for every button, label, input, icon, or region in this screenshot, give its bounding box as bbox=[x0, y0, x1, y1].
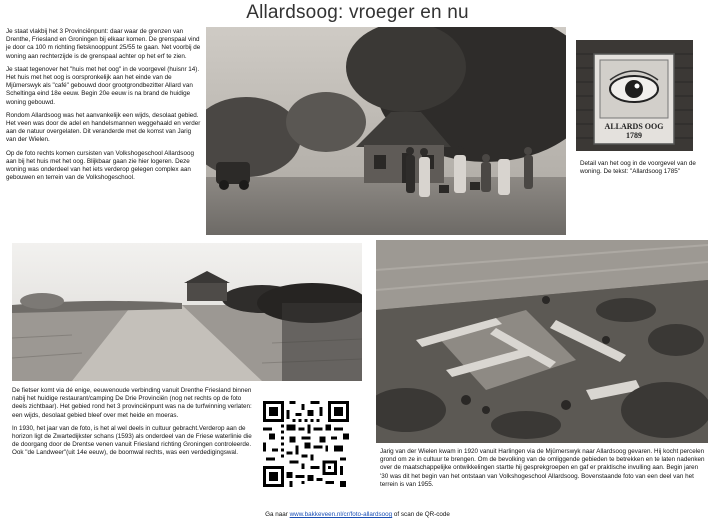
footer bbox=[0, 511, 715, 518]
footer-suffix: of scan de QR-code bbox=[392, 511, 450, 518]
aerial-photo-svg bbox=[376, 240, 708, 443]
qr-code[interactable] bbox=[263, 401, 349, 487]
intro-paragraph: Rondom Allardsoog was het aanvankelijk een wijds, desolaat gebied. Het veen was door de adel en handelsmannen weggehaald en verder aan de natuur overgelaten. Dit veranderde met de komst van Jarig van der Wielen. bbox=[6, 111, 201, 144]
eye-sign-year: 1789 bbox=[626, 131, 642, 140]
intro-paragraph: Op de foto rechts komen cursisten van Volkshogeschool Allardsoog aan bij het huis met het oog. Blijkbaar gaan zie hier logeren. Deze woning was onderdeel van het iets verderop gelegen complex aan gebouwen en terrein van de Volkshogeschool. bbox=[6, 149, 194, 182]
intro-text bbox=[6, 28, 202, 187]
road-paragraph: In 1930, het jaar van de foto, is het al wel deels in cultuur gebracht.Verderop aan de horizon ligt de Zwartedijkster schans (1593) als onderdeel van de Friese waterlinie die de doorgang door de Drentse venen vanuit Friesland richting Groningen controleerde. Ook "de Landweer"(uit 14e eeuw), de boomwal rechts, was een verdedigingswal. bbox=[12, 424, 252, 457]
road-paragraph: De fietser komt via dé enige, eeuwenoude verbinding vanuit Drenthe Friesland binnen nabij het huidige restaurant/camping De Drie Provinciën (nog net rechts op de foto deels zichtbaar). Het gebied rond het 3 provinciënpunt was na de turfwinning verlaten: een wijds, desolaat gebied bleef over met heide en moeras. bbox=[12, 387, 252, 419]
aerial-caption: Jarig van der Wielen kwam in 1920 vanuit Harlingen via de Mjûmerswyk naar Allardsoog gevaren. Hij kocht percelen grond om ze in cultuur te brengen. Om de bevolking van de omliggende gebieden te betrekken en te laten nadenken over de maatschappelijke ontwikkelingen startte hij gesprekgroepen en gaf er praktische invulling aan. Begin jaren '30 was dit het begin van het ontstaan van Volkshogeschool Allardsoog. Bovenstaande foto van een deel van het terrein is van 1955. bbox=[380, 448, 705, 488]
road-photo-svg bbox=[12, 243, 362, 381]
eye-sign-label bbox=[594, 122, 674, 140]
aerial-photo bbox=[376, 240, 708, 443]
eye-sign-text: ALLARDS OOG bbox=[604, 122, 664, 131]
road-photo bbox=[12, 243, 362, 381]
intro-paragraph: Je staat vlakbij het 3 Provinciënpunt: daar waar de grenzen van Drenthe, Friesland en Groningen bij elkaar komen. De grenspaal vind je door ca 100 m richting fietsknooppunt 25/55 te gaan. Net voorbij de woning aan rechterzijde is de grenspaal achter op het erf te zien. bbox=[6, 28, 201, 60]
students-house-photo bbox=[206, 27, 566, 235]
eye-detail-photo bbox=[576, 40, 693, 151]
road-text bbox=[12, 387, 257, 463]
qr-code-svg bbox=[263, 401, 349, 487]
page-title: Allardsoog: vroeger en nu bbox=[246, 2, 469, 23]
eye-caption: Detail van het oog in de voorgevel van de woning. De tekst: "Allardsoog 1785" bbox=[580, 160, 696, 176]
students-house-svg bbox=[206, 27, 566, 235]
intro-paragraph: Je staat tegenover het "huis met het oog" in de voorgevel (huisnr 14). Het huis met het oog is oorspronkelijk aan het einde van de Mjûmerswyk als "café" gebouwd door grootgrondbezitter Allard van Scheltinga eind 18e eeuw. Begin 20e eeuw is na brand de huidige woning gebouwd. bbox=[6, 65, 200, 106]
footer-prefix: Ga naar bbox=[265, 511, 290, 518]
footer-link[interactable]: www.bakkeveen.nl/cr/foto-allardsoog bbox=[289, 511, 393, 518]
